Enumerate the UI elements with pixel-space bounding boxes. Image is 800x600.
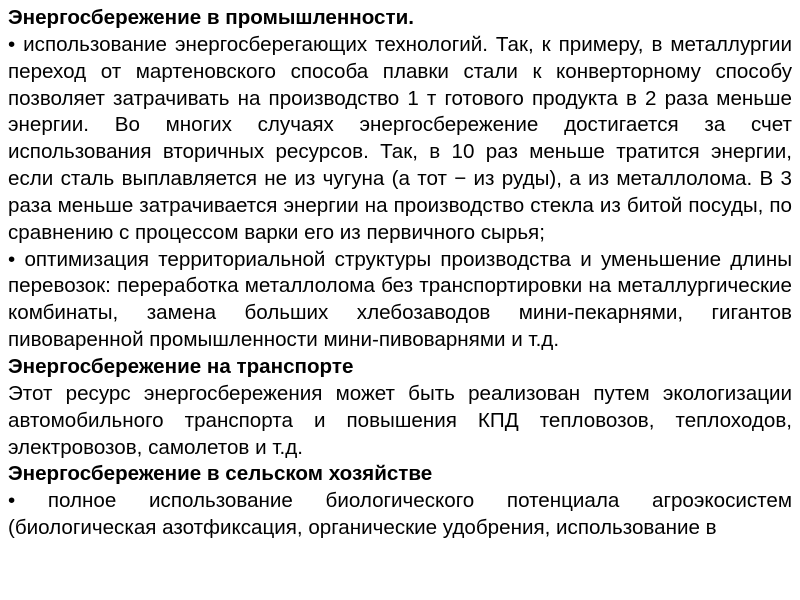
section-agriculture (8, 461, 792, 542)
section-heading-agriculture: Энергосбережение в сельском хозяйстве (8, 462, 433, 486)
paragraph-agroecosystem-potential: • полное использование биологического потенциала агроэкосистем (биологическая азотфиксация, органические удобрения, использование в (8, 489, 792, 540)
section-heading-industry: Энергосбережение в промышленности. (8, 6, 414, 29)
paragraph-energy-saving-technologies: • использование энергосберегающих технологий. Так, к примеру, в металлургии переход от мартеновского способа плавки стали к конверторному способу позволяет затрачивать на производство 1 т готового продукта в 2 раза меньше энергии. Во многих случаях энергосбережение достигается за счет использования вторичных ресурсов. Так, в 10 раз меньше тратится энергии, если сталь выплавляется не из чугуна (а тот − из руды), а из металлолома. В 3 раза меньше затрачивается энергии на производство стекла из битой посуды, по сравнению с процессом варки его из первичного сырья; (8, 32, 792, 244)
section-industry (8, 5, 792, 354)
paragraph-territorial-optimization: • оптимизация территориальной структуры производства и уменьшение длины перевозок: переработка металлолома без транспортировки на металлургические комбинаты, замена больших хлебозаводов мини-пекарнями, гигантов пивоваренной промышленности мини-пивоварнями и т.д. (8, 247, 792, 352)
section-transport (8, 354, 792, 461)
paragraph-transport-ecologization: Этот ресурс энергосбережения может быть реализован путем экологизации автомобильного транспорта и повышения КПД тепловозов, теплоходов, электровозов, самолетов и т.д. (8, 381, 792, 459)
section-heading-transport: Энергосбережение на транспорте (8, 354, 354, 378)
